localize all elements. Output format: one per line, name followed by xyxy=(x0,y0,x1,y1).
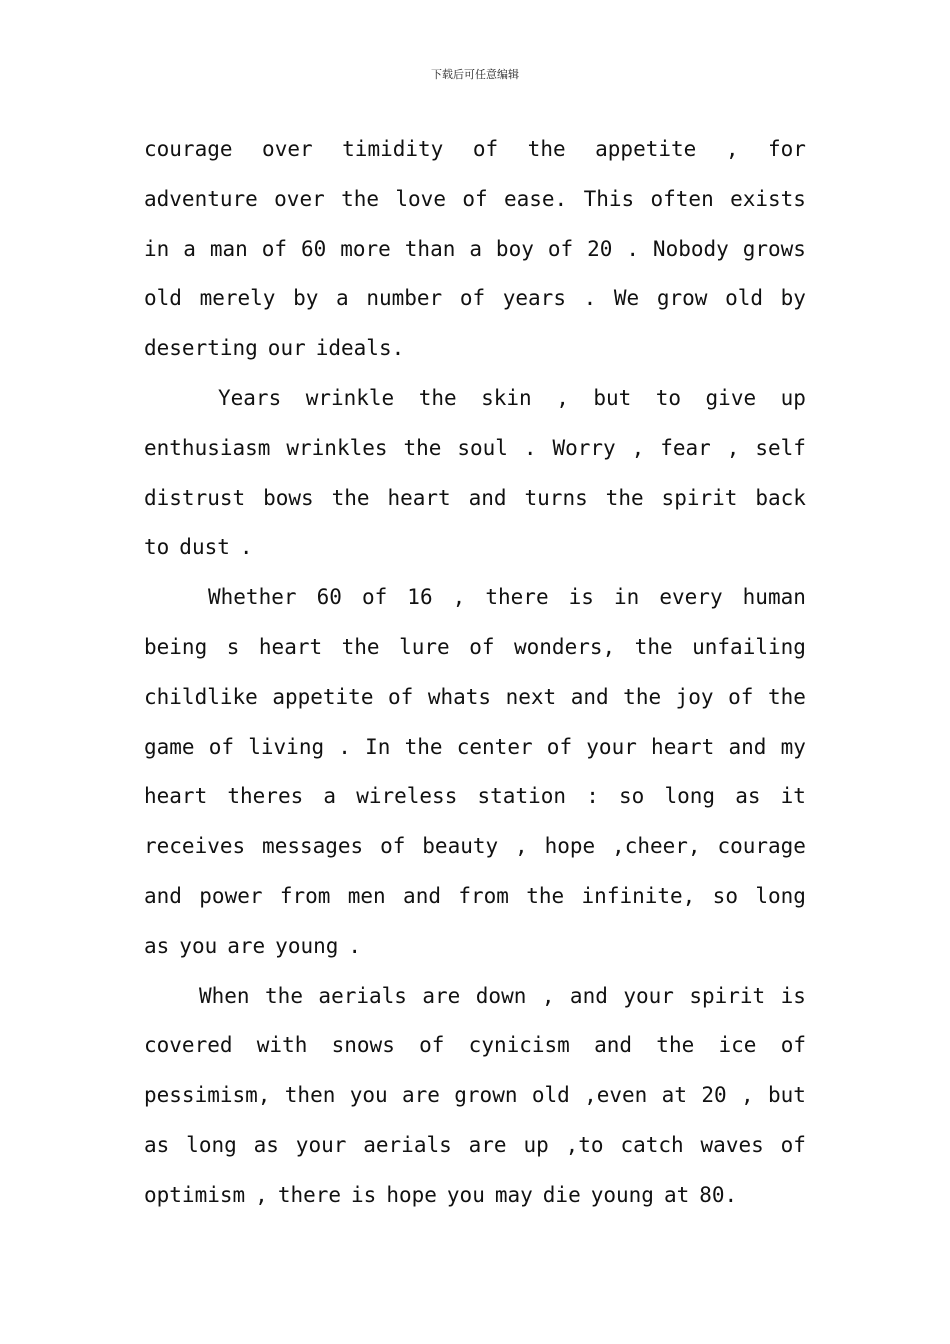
word: and xyxy=(569,983,608,1008)
word: our xyxy=(267,336,306,361)
word: back xyxy=(755,485,806,510)
word: long xyxy=(186,1132,237,1157)
word: so xyxy=(712,883,738,908)
word: at xyxy=(661,1083,687,1108)
word: your xyxy=(623,983,674,1008)
word: a xyxy=(323,784,337,809)
word: over xyxy=(274,186,325,211)
word: , xyxy=(631,435,645,460)
word: appetite xyxy=(595,137,697,161)
word: s xyxy=(226,634,240,659)
word: 60 xyxy=(316,585,342,610)
word: of xyxy=(469,634,495,659)
word: long xyxy=(755,883,806,908)
word: from xyxy=(279,883,331,908)
text-line xyxy=(144,424,806,474)
text-line xyxy=(144,523,806,573)
word: . xyxy=(239,535,253,560)
word: messages xyxy=(262,834,364,859)
word: and xyxy=(594,1033,633,1058)
word: you xyxy=(179,933,218,958)
word: the xyxy=(265,983,303,1008)
word: Nobody xyxy=(652,236,729,261)
word: aerials xyxy=(318,983,407,1008)
word: old xyxy=(531,1083,570,1108)
word: the xyxy=(767,684,806,709)
word: , xyxy=(541,983,555,1008)
word: wrinkles xyxy=(286,435,388,460)
word: for xyxy=(768,137,806,161)
word: , xyxy=(452,585,466,610)
word: the xyxy=(526,883,565,908)
word: the xyxy=(634,634,673,659)
word: Years xyxy=(218,385,282,410)
word: men xyxy=(347,883,386,908)
word: of xyxy=(361,585,388,610)
word: merely xyxy=(199,286,276,311)
word: are xyxy=(401,1083,440,1108)
word: the xyxy=(331,485,370,510)
word: down xyxy=(475,983,527,1008)
word: optimism xyxy=(144,1182,246,1207)
word: boy xyxy=(495,236,534,261)
word: hope xyxy=(386,1182,437,1207)
word: by xyxy=(780,286,806,311)
text-line xyxy=(144,872,806,922)
word: . xyxy=(338,734,351,759)
word: pessimism, xyxy=(144,1083,271,1108)
word: grow xyxy=(656,286,708,311)
word: unfailing xyxy=(692,634,806,659)
word: : xyxy=(586,784,599,809)
text-line xyxy=(144,274,806,324)
word: as xyxy=(735,784,761,809)
word: of xyxy=(208,734,235,759)
text-line xyxy=(144,474,806,524)
word: . xyxy=(348,933,362,958)
word: heart xyxy=(144,784,208,809)
word: heart xyxy=(258,634,323,659)
word: ideals. xyxy=(315,336,405,361)
word: so xyxy=(619,784,645,809)
word: , xyxy=(725,137,739,161)
word: dust xyxy=(179,535,230,560)
text-line xyxy=(144,922,806,972)
word: years xyxy=(502,286,566,311)
word: . xyxy=(583,286,597,311)
word: of xyxy=(780,1132,806,1157)
word: childlike xyxy=(144,684,258,709)
word: snows xyxy=(331,1033,395,1058)
text-line xyxy=(144,374,806,424)
word: long xyxy=(664,784,716,809)
word: human xyxy=(742,585,806,610)
word: up xyxy=(523,1132,549,1157)
word: is xyxy=(351,1182,377,1207)
word: to xyxy=(144,535,170,560)
word: young xyxy=(590,1182,654,1207)
word: heart xyxy=(387,485,451,510)
word: is xyxy=(780,983,806,1008)
word: then xyxy=(284,1083,336,1108)
word: up xyxy=(780,385,806,410)
word: from xyxy=(458,883,509,908)
word: a xyxy=(469,236,482,261)
word: 16 xyxy=(407,585,433,610)
word: of xyxy=(547,236,574,261)
document-body xyxy=(144,125,806,1221)
text-line xyxy=(144,673,806,723)
word: infinite, xyxy=(581,883,696,908)
word: old xyxy=(725,286,763,311)
word: catch xyxy=(620,1132,684,1157)
word: Whether xyxy=(208,585,297,610)
word: and xyxy=(468,485,507,510)
word: Worry xyxy=(552,435,616,460)
word: being xyxy=(144,634,208,659)
word: , xyxy=(515,834,528,859)
word: , xyxy=(726,435,740,460)
word: are xyxy=(422,983,461,1008)
word: theres xyxy=(227,784,304,809)
word: skin xyxy=(481,385,532,410)
word: but xyxy=(593,385,632,410)
word: more xyxy=(340,236,391,261)
word: at xyxy=(663,1182,690,1207)
word: young xyxy=(275,933,339,958)
word: the xyxy=(341,634,380,659)
word: courage xyxy=(144,137,233,161)
word: 20 xyxy=(701,1083,727,1108)
word: fear xyxy=(660,435,711,460)
word: the xyxy=(403,435,442,460)
word: than xyxy=(404,236,456,261)
word: die xyxy=(542,1182,581,1207)
word: bows xyxy=(263,485,314,510)
word: distrust xyxy=(144,485,246,510)
word: but xyxy=(767,1083,806,1108)
word: over xyxy=(262,137,313,161)
word: 60 xyxy=(301,236,327,261)
word: ,cheer, xyxy=(612,834,701,859)
word: are xyxy=(227,933,266,958)
word: station xyxy=(477,784,567,809)
word: often xyxy=(650,186,714,211)
text-line xyxy=(144,723,806,773)
word: you xyxy=(446,1182,485,1207)
text-line xyxy=(144,324,806,374)
text-line xyxy=(144,972,806,1022)
word: there xyxy=(485,585,549,610)
word: of xyxy=(419,1033,445,1058)
word: as xyxy=(144,933,170,958)
word: ,even xyxy=(584,1083,648,1108)
word: spirit xyxy=(661,485,738,510)
word: ,to xyxy=(565,1132,604,1157)
word: the xyxy=(605,485,644,510)
word: grown xyxy=(454,1083,518,1108)
text-line xyxy=(144,1171,806,1221)
word: of xyxy=(388,684,414,709)
word: center xyxy=(456,734,533,759)
word: living xyxy=(248,734,325,759)
word: This xyxy=(583,186,635,211)
word: next xyxy=(505,684,557,709)
word: receives xyxy=(144,834,246,859)
word: it xyxy=(780,784,806,809)
word: cynicism xyxy=(468,1033,570,1058)
text-line xyxy=(144,1121,806,1171)
word: covered xyxy=(144,1033,233,1058)
word: of xyxy=(780,1033,806,1058)
word: the xyxy=(656,1033,695,1058)
word: may xyxy=(494,1182,533,1207)
word: of xyxy=(546,734,573,759)
word: , xyxy=(740,1083,754,1108)
word: number xyxy=(366,286,443,311)
word: joy xyxy=(675,684,714,709)
word: grows xyxy=(742,236,806,261)
word: and xyxy=(570,684,609,709)
word: In xyxy=(365,734,391,759)
word: , xyxy=(556,385,569,410)
text-line xyxy=(144,772,806,822)
text-line xyxy=(144,623,806,673)
word: of xyxy=(728,684,754,709)
text-line xyxy=(144,1021,806,1071)
word: your xyxy=(586,734,637,759)
word: in xyxy=(614,585,640,610)
word: as xyxy=(144,1132,170,1157)
word: heart xyxy=(651,734,715,759)
word: you xyxy=(349,1083,388,1108)
word: in xyxy=(144,236,170,261)
word: spirit xyxy=(689,983,766,1008)
word: courage xyxy=(717,834,806,859)
word: a xyxy=(336,286,349,311)
word: 80. xyxy=(699,1182,738,1207)
word: wonders, xyxy=(514,634,616,659)
text-line xyxy=(144,225,806,275)
word: exists xyxy=(730,186,806,211)
word: the xyxy=(404,734,443,759)
word: and xyxy=(728,734,767,759)
word: by xyxy=(293,286,319,311)
word: beauty xyxy=(422,834,499,859)
text-line xyxy=(144,573,806,623)
word: deserting xyxy=(144,336,258,361)
word: We xyxy=(613,286,640,311)
word: power xyxy=(199,883,263,908)
word: the xyxy=(341,186,380,211)
word: love xyxy=(395,186,446,211)
word: aerials xyxy=(363,1132,452,1157)
word: are xyxy=(468,1132,507,1157)
word: appetite xyxy=(272,684,374,709)
word: and xyxy=(144,883,182,908)
word: as xyxy=(253,1132,279,1157)
text-line xyxy=(144,125,806,175)
word: lure xyxy=(399,634,450,659)
text-line xyxy=(144,175,806,225)
word: of xyxy=(459,286,486,311)
word: , xyxy=(255,1182,268,1207)
word: a xyxy=(183,236,196,261)
word: is xyxy=(568,585,594,610)
word: adventure xyxy=(144,186,258,211)
word: . xyxy=(523,435,537,460)
word: turns xyxy=(524,485,588,510)
word: give xyxy=(705,385,757,410)
word: my xyxy=(780,734,806,759)
word: wireless xyxy=(356,784,458,809)
word: with xyxy=(256,1033,308,1058)
word: wrinkle xyxy=(305,385,395,410)
word: When xyxy=(199,983,250,1008)
word: timidity xyxy=(342,137,444,161)
word: whats xyxy=(427,684,492,709)
word: old xyxy=(144,286,182,311)
word: man xyxy=(209,236,248,261)
page-header: 下载后可任意编辑 xyxy=(431,68,519,81)
word: of xyxy=(462,186,488,211)
word: . xyxy=(626,236,639,261)
word: of xyxy=(472,137,499,161)
word: hope xyxy=(544,834,596,859)
text-line xyxy=(144,822,806,872)
word: enthusiasm xyxy=(144,435,271,460)
word: self xyxy=(755,435,806,460)
text-line xyxy=(144,1071,806,1121)
word: your xyxy=(295,1132,347,1157)
word: ease. xyxy=(503,186,568,211)
word: of xyxy=(261,236,288,261)
word: there xyxy=(277,1182,342,1207)
word: 20 xyxy=(587,236,613,261)
word: the xyxy=(623,684,662,709)
word: every xyxy=(659,585,723,610)
word: and xyxy=(403,883,441,908)
word: of xyxy=(380,834,406,859)
word: ice xyxy=(718,1033,757,1058)
word: the xyxy=(418,385,457,410)
word: to xyxy=(655,385,682,410)
word: soul xyxy=(457,435,508,460)
word: waves xyxy=(700,1132,764,1157)
word: the xyxy=(527,137,566,161)
word: game xyxy=(144,734,195,759)
